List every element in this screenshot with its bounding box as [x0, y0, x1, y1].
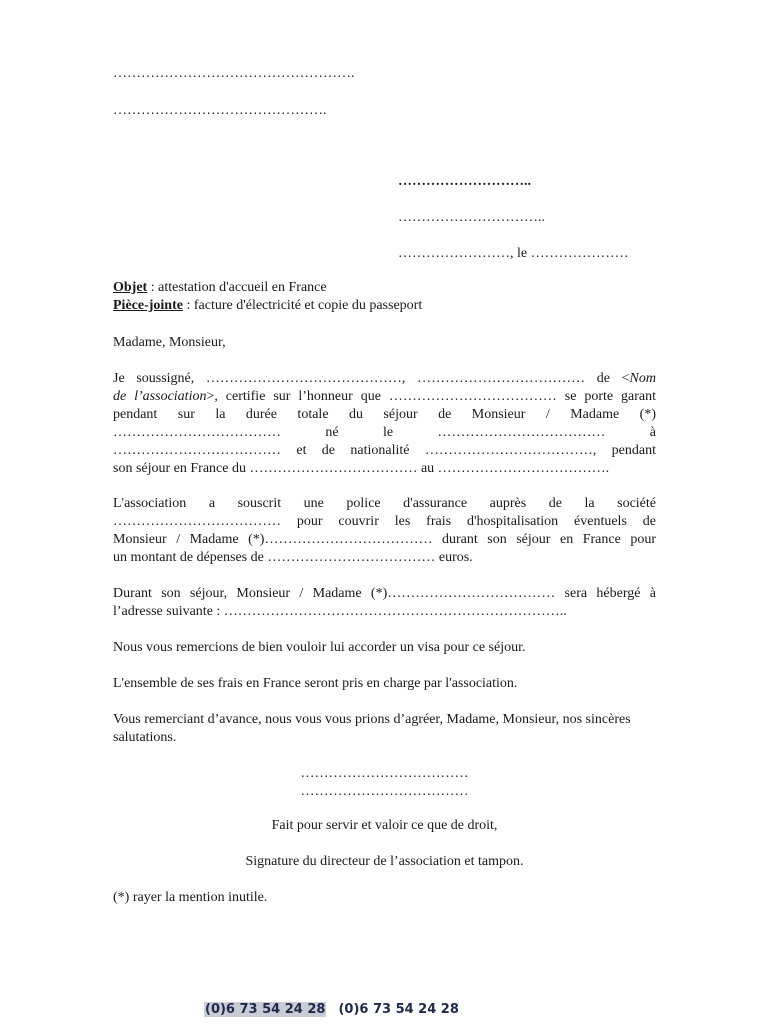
place-date-line	[398, 246, 629, 262]
association-placeholder: Nom	[629, 371, 656, 386]
recipient-name-line: ………………………..	[398, 174, 531, 189]
validity-statement: Fait pour servir et valoir ce que de droit,	[271, 818, 498, 833]
expenses-paragraph: L'ensemble de ses frais en France seront pris en charge par l'association.	[113, 676, 518, 691]
text-line: ……………………………… né le ……………………………… à	[113, 425, 656, 440]
subject-line	[113, 280, 327, 296]
text-line: ……………………………… pour couvrir les frais d'hospitalisation éventuels de	[113, 514, 656, 529]
text-line: son séjour en France du ……………………………… au ……………………………….	[113, 461, 610, 476]
closing-paragraph: Vous remerciant d’avance, nous vous vous prions d’agréer, Madame, Monsieur, nos sincères salutations.	[113, 712, 631, 745]
footer-phones	[204, 1002, 459, 1017]
text-fragment: >, certifie sur l’honneur que ……………………………… se porte garant	[206, 389, 656, 404]
attachment-line	[113, 298, 422, 314]
attachment-text: : facture d'électricité et copie du passeport	[182, 298, 423, 313]
signatory-name-line: ………………………………	[300, 766, 469, 781]
text-line: un montant de dépenses de ……………………………… euros.	[113, 550, 473, 565]
text-line: ……………………………… et de nationalité ………………………………, pendant	[113, 443, 656, 458]
recipient-address-line: …………………………..	[398, 210, 545, 225]
phone-number-highlighted[interactable]: (0)6 73 54 24 28	[205, 1002, 326, 1017]
visa-request-paragraph: Nous vous remercions de bien vouloir lui accorder un visa pour ce séjour.	[113, 640, 526, 655]
sender-name-line: …………………………………………….	[113, 66, 355, 81]
salutation: Madame, Monsieur,	[113, 335, 226, 350]
text-line: L'association a souscrit une police d'assurance auprès de la société	[113, 496, 656, 511]
footnote: (*) rayer la mention inutile.	[113, 890, 268, 905]
insurance-paragraph	[113, 495, 656, 567]
accommodation-paragraph	[113, 585, 656, 621]
text-line: pendant sur la durée totale du séjour de Monsieur / Madame (*)	[113, 407, 656, 422]
text-fragment: Je soussigné, ……………………………………, ……………………………… de <	[113, 371, 630, 386]
text-line	[113, 388, 656, 406]
place-field: ……………………	[398, 246, 510, 261]
signature-instruction: Signature du directeur de l’association et tampon.	[245, 854, 524, 869]
subject-label: Objet	[113, 280, 148, 295]
phone-number[interactable]: (0)6 73 54 24 28	[338, 1002, 459, 1017]
sender-address-line: ……………………………………….	[113, 103, 327, 118]
date-field: …………………	[530, 246, 629, 261]
subject-text: : attestation d'accueil en France	[147, 280, 327, 295]
text-line	[113, 370, 656, 388]
text-line: Durant son séjour, Monsieur / Madame (*)……………………………… sera hébergé à	[113, 586, 656, 601]
attachment-label: Pièce-jointe	[113, 298, 183, 313]
association-placeholder: de l’association	[113, 389, 207, 404]
text-line: l’adresse suivante : ………………………………………………………………..	[113, 604, 567, 619]
signatory-title-line: ………………………………	[300, 784, 469, 799]
text-line: Monsieur / Madame (*)……………………………… durant son séjour en France pour	[113, 532, 656, 547]
guarantee-paragraph	[113, 370, 656, 478]
date-separator: , le	[510, 246, 531, 261]
